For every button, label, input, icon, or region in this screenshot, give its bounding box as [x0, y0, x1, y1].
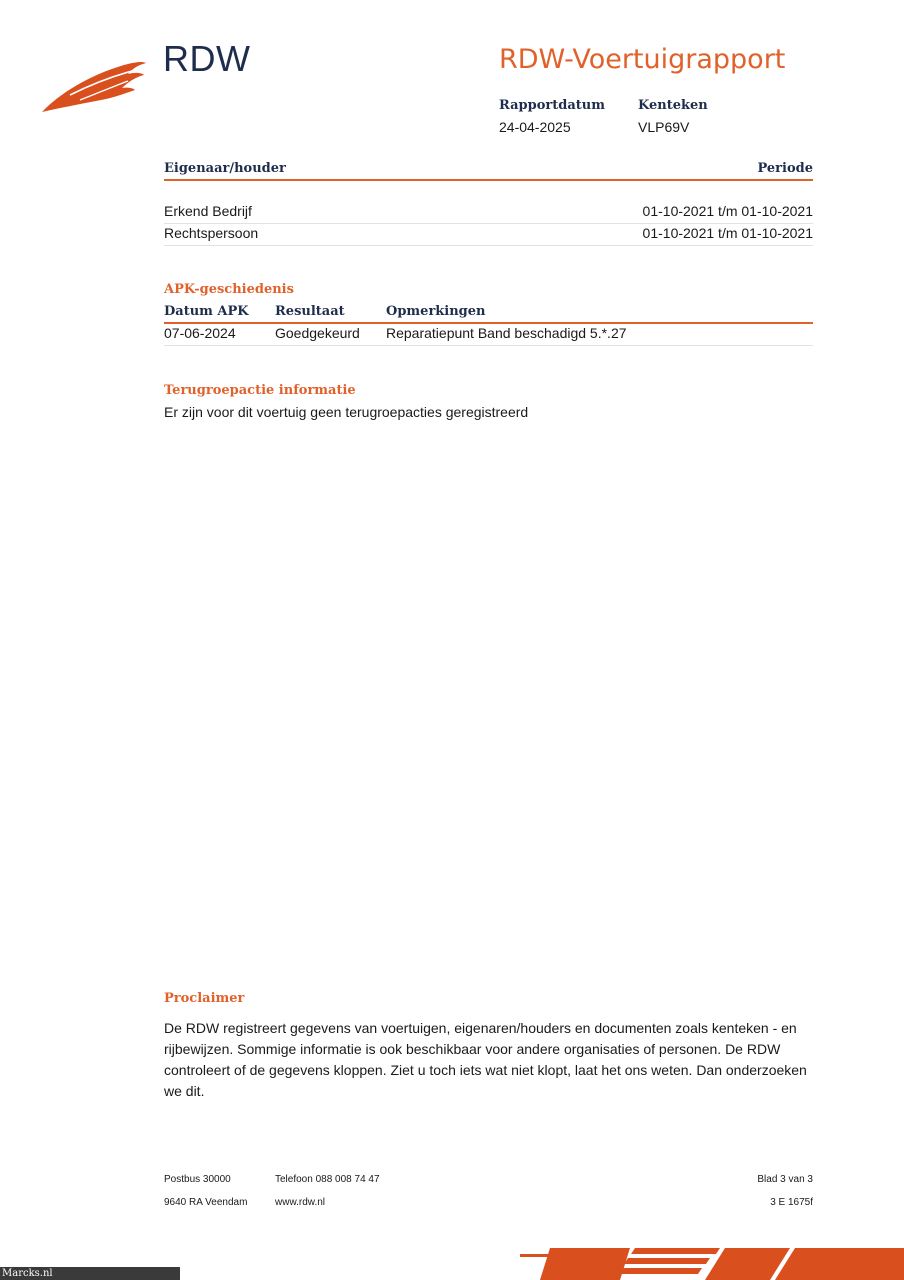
decorative-stripes-icon — [520, 1244, 904, 1280]
footer-website[interactable]: www.rdw.nl — [275, 1197, 326, 1208]
owner-header-rule — [164, 179, 813, 181]
owner-column-header: Eigenaar/houder — [164, 161, 286, 176]
recall-section-title: Terugroepactie informatie — [164, 383, 356, 398]
apk-date-header: Datum APK — [164, 304, 249, 319]
report-date: 24-04-2025 — [499, 119, 571, 135]
apk-remarks-header: Opmerkingen — [386, 304, 486, 319]
period-column-header: Periode — [757, 161, 813, 176]
recall-text: Er zijn voor dit voertuig geen terugroepacties geregistreerd — [164, 404, 529, 420]
apk-row-result: Goedgekeurd — [275, 325, 360, 341]
apk-row-remarks: Reparatiepunt Band beschadigd 5.*.27 — [386, 325, 627, 341]
report-title: RDW-Voertuigrapport — [499, 44, 786, 75]
footer-postbus: Postbus 30000 — [164, 1174, 231, 1185]
apk-result-header: Resultaat — [275, 304, 345, 319]
owner-row-2-owner: Rechtspersoon — [164, 225, 259, 241]
row-divider — [164, 245, 813, 246]
apk-row-date: 07-06-2024 — [164, 325, 236, 341]
plate-label: Kenteken — [638, 98, 708, 113]
row-divider — [164, 345, 813, 346]
brand-name: RDW — [163, 38, 251, 79]
watermark-label: Marcks.nl — [0, 1267, 180, 1280]
proclaimer-title: Proclaimer — [164, 991, 245, 1006]
owner-row-1-period: 01-10-2021 t/m 01-10-2021 — [642, 203, 813, 219]
footer-page-number: Blad 3 van 3 — [757, 1174, 813, 1185]
footer-phone: Telefoon 088 008 74 47 — [275, 1174, 380, 1185]
rdw-logo-icon — [40, 55, 150, 115]
owner-row-1-owner: Erkend Bedrijf — [164, 203, 252, 219]
footer-city: 9640 RA Veendam — [164, 1197, 248, 1208]
footer-code: 3 E 1675f — [770, 1197, 813, 1208]
plate-value: VLP69V — [638, 119, 690, 135]
row-divider — [164, 223, 813, 224]
apk-header-rule — [164, 322, 813, 324]
apk-section-title: APK-geschiedenis — [164, 282, 294, 297]
proclaimer-text: De RDW registreert gegevens van voertuigen, eigenaren/houders en documenten zoals kenteken - en rijbewijzen. Sommige informatie is ook beschikbaar voor andere organisaties of personen. De RDW controleert of de gegevens kloppen. Ziet u toch iets wat niet klopt, laat het ons weten. Dan onderzoeken we dit. — [164, 1020, 807, 1099]
owner-row-2-period: 01-10-2021 t/m 01-10-2021 — [642, 225, 813, 241]
report-date-label: Rapportdatum — [499, 98, 605, 113]
